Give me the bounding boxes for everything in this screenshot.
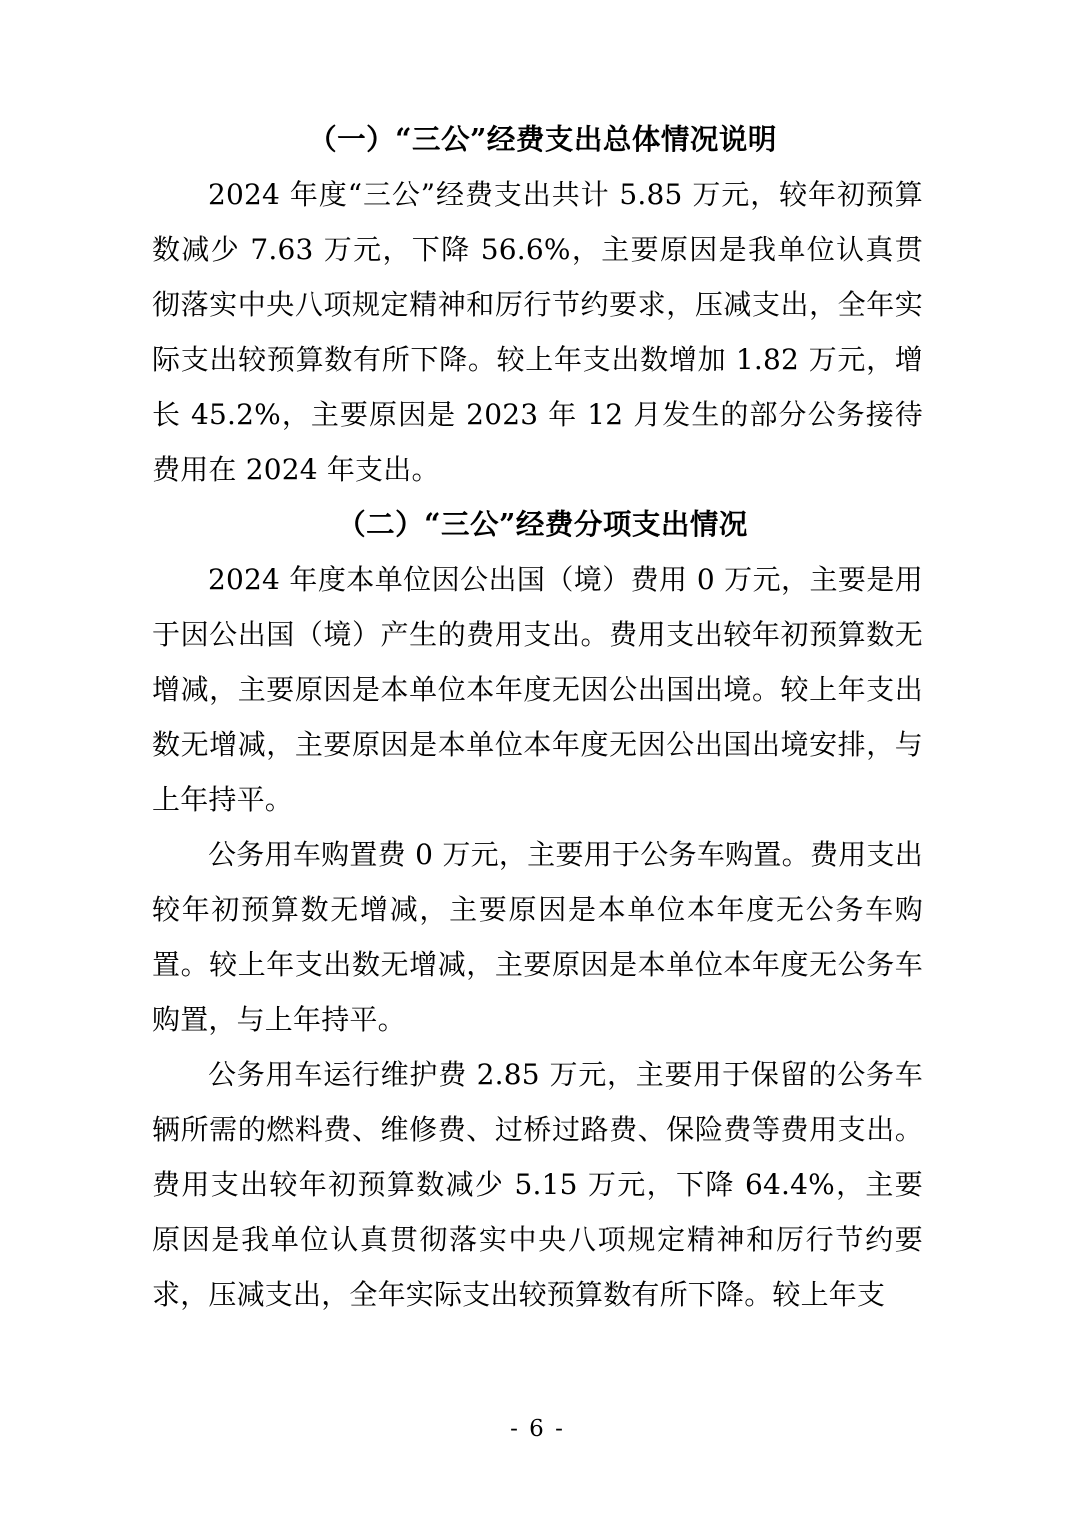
section-2-paragraph-3: 公务用车运行维护费 2.85 万元，主要用于保留的公务车辆所需的燃料费、维修费、过桥过路费、保险费等费用支出。费用支出较年初预算数减少 5.15 万元，下降 64.4%，主要原因是我单位认真贯彻落实中央八项规定精神和厉行节约要求，压减支出，全年实际支出较预算数有所下降。较上年支 <box>152 1057 923 1311</box>
page-number: - 6 - <box>510 1416 565 1442</box>
section-heading-1: （一）“三公”经费支出总体情况说明 <box>308 122 777 156</box>
section-1-paragraph-1: 2024 年度“三公”经费支出共计 5.85 万元，较年初预算数减少 7.63 万元，下降 56.6%，主要原因是我单位认真贯彻落实中央八项规定精神和厉行节约要求，压减支出，全年实际支出较预算数有所下降。较上年支出数增加 1.82 万元，增长 45.2%，主要原因是 2023 年 12 月发生的部分公务接待费用在 2024 年支出。 <box>152 177 923 486</box>
section-2-paragraph-1: 2024 年度本单位因公出国（境）费用 0 万元，主要是用于因公出国（境）产生的费用支出。费用支出较年初预算数无增减，主要原因是本单位本年度无因公出国出境。较上年支出数无增减，主要原因是本单位本年度无因公出国出境安排，与上年持平。 <box>152 562 923 816</box>
section-heading-2: （二）“三公”经费分项支出情况 <box>337 506 748 541</box>
section-2-paragraph-2: 公务用车购置费 0 万元，主要用于公务车购置。费用支出较年初预算数无增减，主要原因是本单位本年度无公务车购置。较上年支出数无增减，主要原因是本单位本年度无公务车购置，与上年持平。 <box>152 837 923 1036</box>
